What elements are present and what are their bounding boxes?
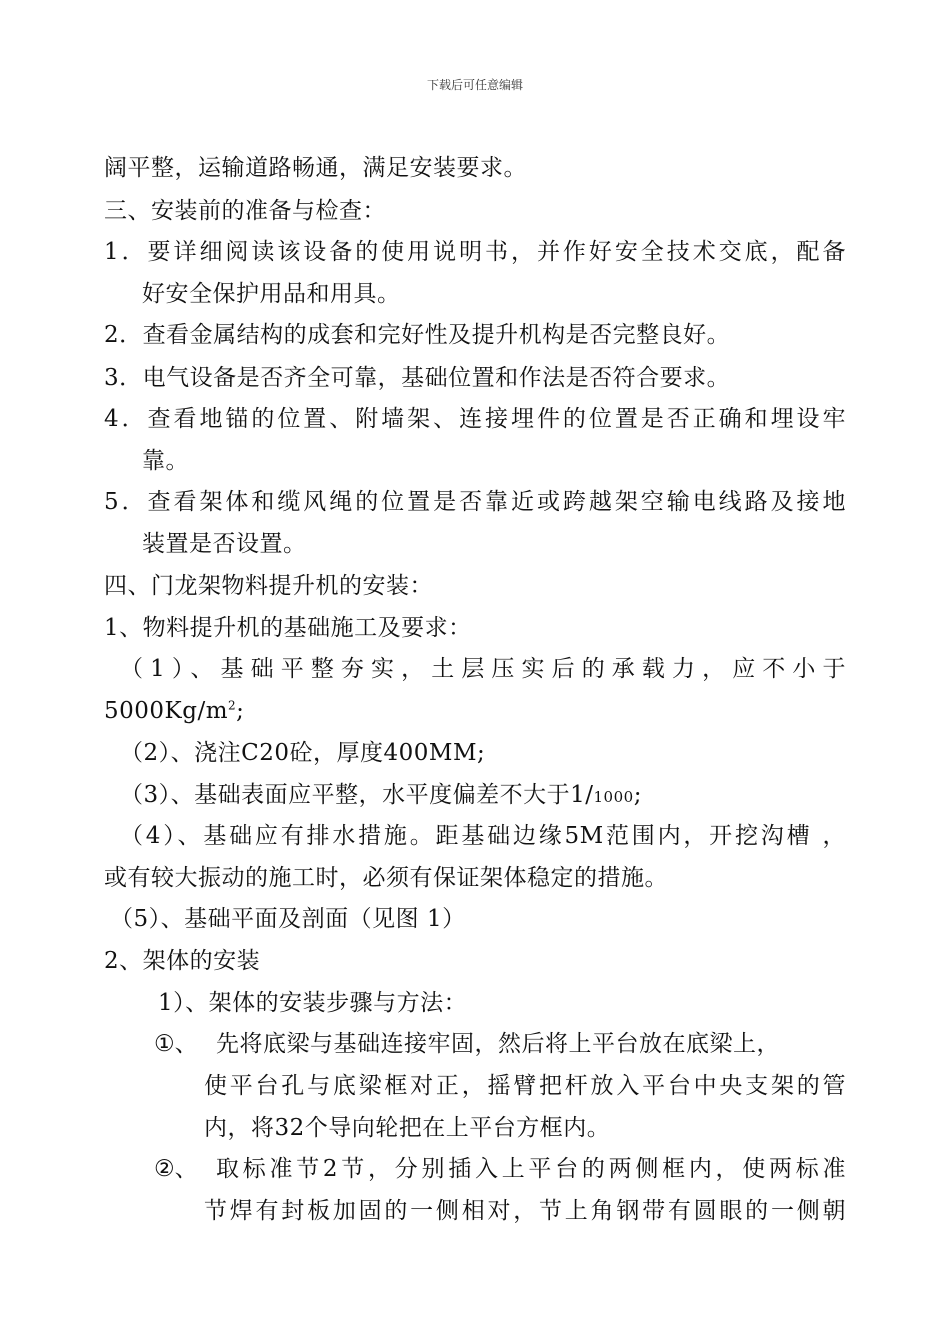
section-heading: 三、安装前的准备与检查： bbox=[104, 198, 386, 224]
list-item: 4．查看地锚的位置、附墙架、连接埋件的位置是否正确和埋设牢 bbox=[104, 406, 846, 432]
list-item: 2．查看金属结构的成套和完好性及提升机构是否完整良好。 bbox=[104, 322, 731, 348]
superscript: 2 bbox=[228, 698, 237, 713]
text-run: （3）、基础表面应平整，水平度偏差不大于1/ bbox=[120, 782, 594, 808]
text-line: （4）、基础应有排水措施。距基础边缘5M范围内，开挖沟槽 ， bbox=[120, 823, 846, 849]
text-line bbox=[104, 696, 244, 726]
subsection-heading: 1、物料提升机的基础施工及要求： bbox=[104, 615, 472, 641]
text-line: 或有较大振动的施工时，必须有保证架体稳定的措施。 bbox=[104, 865, 668, 891]
list-item-continuation: 靠。 bbox=[142, 448, 189, 474]
text-run: ; bbox=[633, 782, 642, 808]
step-text: 内，将32个导向轮把在上平台方框内。 bbox=[204, 1115, 611, 1141]
text-run: 5000Kg/m bbox=[104, 698, 228, 724]
list-item: 5．查看架体和缆风绳的位置是否靠近或跨越架空输电线路及接地 bbox=[104, 489, 846, 515]
list-item: 1．要详细阅读该设备的使用说明书，并作好安全技术交底，配备 bbox=[104, 239, 846, 265]
step-text: 先将底梁与基础连接牢固，然后将上平台放在底梁上， bbox=[216, 1031, 780, 1057]
step-text: 使平台孔与底梁框对正，摇臂把杆放入平台中央支架的管 bbox=[204, 1073, 846, 1099]
step-number: ②、 bbox=[154, 1156, 198, 1182]
small-text: 1000 bbox=[593, 788, 634, 806]
list-item-continuation: 好安全保护用品和用具。 bbox=[142, 281, 401, 307]
step-text: 取标准节2节，分别插入上平台的两侧框内，使两标准 bbox=[216, 1156, 846, 1182]
text-run: ; bbox=[236, 698, 245, 724]
text-line: 阔平整，运输道路畅通，满足安装要求。 bbox=[104, 155, 527, 181]
subsection-heading: 2、架体的安装 bbox=[104, 948, 261, 974]
text-line: 1）、架体的安装步骤与方法： bbox=[158, 990, 468, 1016]
step-text: 节焊有封板加固的一侧相对，节上角钢带有圆眼的一侧朝 bbox=[204, 1198, 846, 1224]
list-item-continuation: 装置是否设置。 bbox=[142, 531, 307, 557]
list-item: 3．电气设备是否齐全可靠，基础位置和作法是否符合要求。 bbox=[104, 365, 731, 391]
text-line: （5）、基础平面及剖面（见图 1） bbox=[110, 906, 466, 932]
step-number: ①、 bbox=[154, 1031, 198, 1057]
text-line: （1）、基础平整夯实，土层压实后的承载力，应不小于 bbox=[120, 656, 846, 682]
page-header: 下载后可任意编辑 bbox=[426, 78, 523, 92]
section-heading: 四、门龙架物料提升机的安装： bbox=[104, 573, 433, 599]
text-line: （2）、浇注C20砼，厚度400MM; bbox=[120, 740, 486, 766]
text-line bbox=[120, 780, 642, 812]
